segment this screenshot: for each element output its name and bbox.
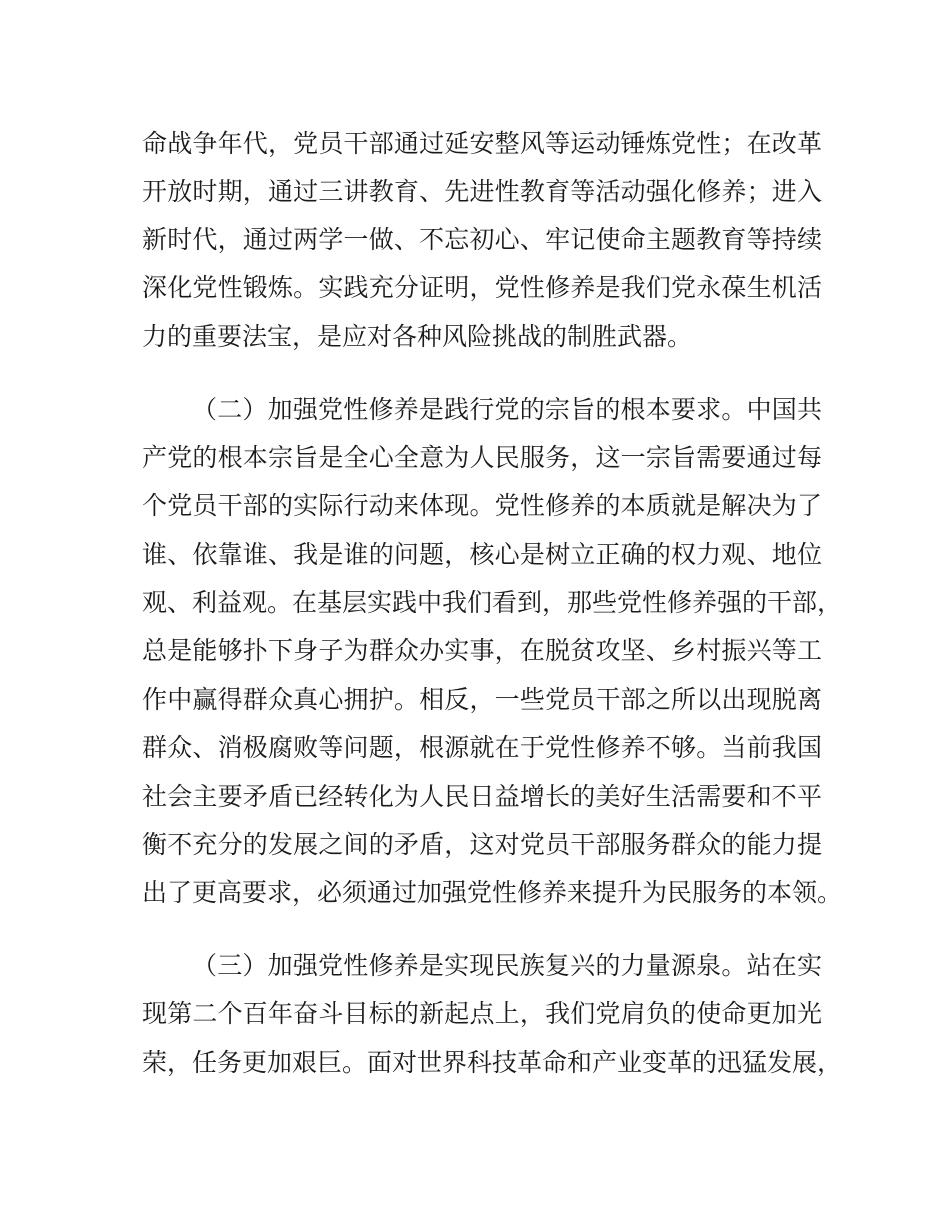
section-2-heading-line: （二）加强党性修养是践行党的宗旨的根本要求。中国共 xyxy=(192,395,822,424)
text-line-11: 总是能够扑下身子为群众办实事，在脱贫攻坚、乡村振兴等工 xyxy=(142,636,822,665)
text-line-14: 社会主要矛盾已经转化为人民日益增长的美好生活需要和不平 xyxy=(142,782,822,811)
text-line-4: 深化党性锻炼。实践充分证明，党性修养是我们党永葆生机活 xyxy=(142,273,822,302)
text-line-12: 作中赢得群众真心拥护。相反，一些党员干部之所以出现脱离 xyxy=(142,685,822,714)
text-line-7: 产党的根本宗旨是全心全意为人民服务，这一宗旨需要通过每 xyxy=(142,443,822,472)
text-line-9: 谁、依靠谁、我是谁的问题，核心是树立正确的权力观、地位 xyxy=(142,540,822,569)
text-line-1: 命战争年代，党员干部通过延安整风等运动锤炼党性；在改革 xyxy=(142,129,822,158)
text-line-15: 衡不充分的发展之间的矛盾，这对党员干部服务群众的能力提 xyxy=(142,830,822,859)
text-line-3: 新时代，通过两学一做、不忘初心、牢记使命主题教育等持续 xyxy=(142,225,822,254)
text-line-5: 力的重要法宝，是应对各种风险挑战的制胜武器。 xyxy=(142,322,693,351)
text-line-18: 现第二个百年奋斗目标的新起点上，我们党肩负的使命更加光 xyxy=(142,999,822,1028)
text-line-10: 观、利益观。在基层实践中我们看到，那些党性修养强的干部， xyxy=(142,588,843,617)
text-line-19: 荣，任务更加艰巨。面对世界科技革命和产业变革的迅猛发展， xyxy=(142,1048,843,1077)
text-line-2: 开放时期，通过三讲教育、先进性教育等活动强化修养；进入 xyxy=(142,177,822,206)
text-line-16: 出了更高要求，必须通过加强党性修养来提升为民服务的本领。 xyxy=(142,878,843,907)
section-3-heading-line: （三）加强党性修养是实现民族复兴的力量源泉。站在实 xyxy=(192,951,822,980)
text-line-13: 群众、消极腐败等问题，根源就在于党性修养不够。当前我国 xyxy=(142,733,822,762)
text-line-8: 个党员干部的实际行动来体现。党性修养的本质就是解决为了 xyxy=(142,491,822,520)
